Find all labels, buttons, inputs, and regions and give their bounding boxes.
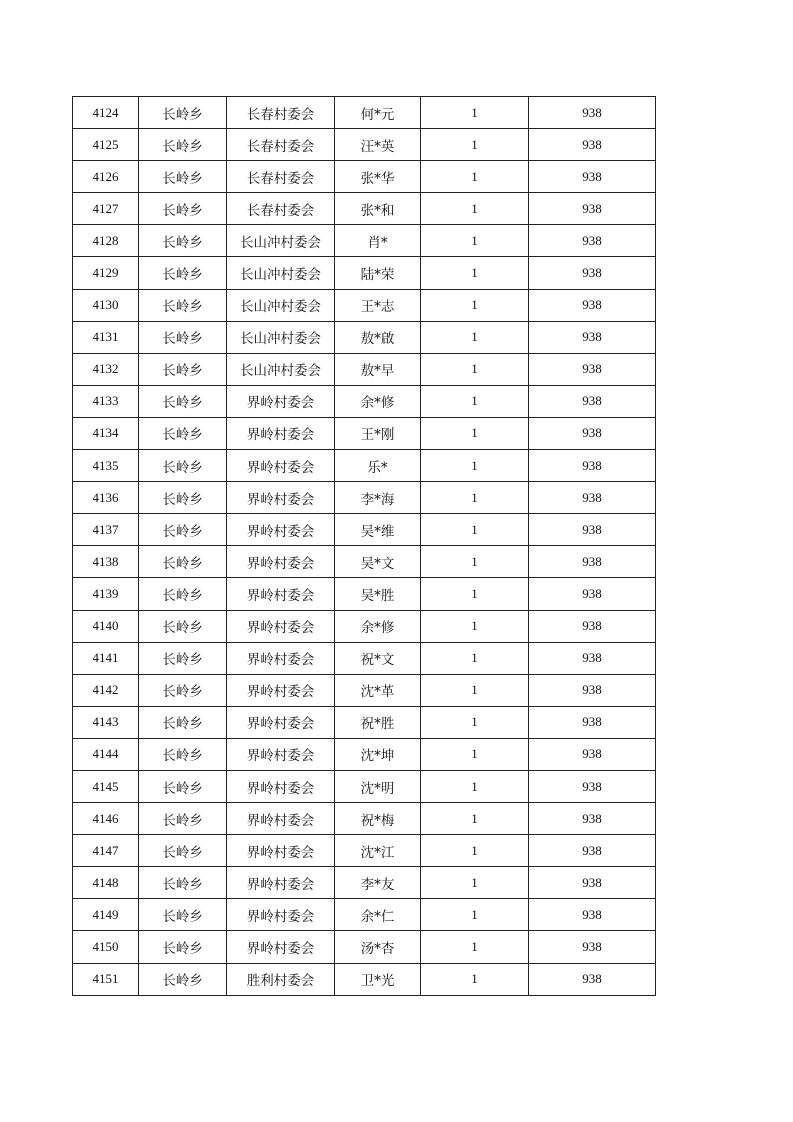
person-name-cell: 沈*坤: [335, 738, 421, 770]
township-cell: 长岭乡: [139, 963, 227, 995]
amount-cell: 938: [529, 578, 656, 610]
person-name-cell: 王*志: [335, 289, 421, 321]
count-cell: 1: [421, 482, 529, 514]
table-row: [73, 931, 656, 963]
village-cell: 界岭村委会: [227, 835, 335, 867]
person-name-cell: 汪*英: [335, 129, 421, 161]
table-row: [73, 514, 656, 546]
row-number-cell: 4149: [73, 899, 139, 931]
person-name-cell: 沈*革: [335, 674, 421, 706]
count-cell: 1: [421, 867, 529, 899]
amount-cell: 938: [529, 546, 656, 578]
row-number-cell: 4129: [73, 257, 139, 289]
row-number-cell: 4143: [73, 706, 139, 738]
amount-cell: 938: [529, 899, 656, 931]
village-cell: 界岭村委会: [227, 385, 335, 417]
township-cell: 长岭乡: [139, 770, 227, 802]
township-cell: 长岭乡: [139, 835, 227, 867]
township-cell: 长岭乡: [139, 899, 227, 931]
village-cell: 界岭村委会: [227, 642, 335, 674]
row-number-cell: 4134: [73, 417, 139, 449]
count-cell: 1: [421, 738, 529, 770]
township-cell: 长岭乡: [139, 803, 227, 835]
count-cell: 1: [421, 514, 529, 546]
person-name-cell: 乐*: [335, 450, 421, 482]
person-name-cell: 卫*光: [335, 963, 421, 995]
township-cell: 长岭乡: [139, 931, 227, 963]
village-cell: 界岭村委会: [227, 931, 335, 963]
person-name-cell: 张*华: [335, 161, 421, 193]
row-number-cell: 4127: [73, 193, 139, 225]
count-cell: 1: [421, 289, 529, 321]
amount-cell: 938: [529, 417, 656, 449]
village-cell: 界岭村委会: [227, 738, 335, 770]
count-cell: 1: [421, 803, 529, 835]
count-cell: 1: [421, 770, 529, 802]
table-row: [73, 225, 656, 257]
table-row: [73, 835, 656, 867]
row-number-cell: 4138: [73, 546, 139, 578]
table-row: [73, 417, 656, 449]
count-cell: 1: [421, 610, 529, 642]
person-name-cell: 吴*维: [335, 514, 421, 546]
person-name-cell: 李*海: [335, 482, 421, 514]
row-number-cell: 4151: [73, 963, 139, 995]
row-number-cell: 4128: [73, 225, 139, 257]
township-cell: 长岭乡: [139, 289, 227, 321]
village-cell: 界岭村委会: [227, 899, 335, 931]
person-name-cell: 祝*胜: [335, 706, 421, 738]
count-cell: 1: [421, 835, 529, 867]
village-cell: 长山冲村委会: [227, 257, 335, 289]
village-cell: 界岭村委会: [227, 417, 335, 449]
amount-cell: 938: [529, 161, 656, 193]
village-cell: 界岭村委会: [227, 770, 335, 802]
village-cell: 长春村委会: [227, 161, 335, 193]
amount-cell: 938: [529, 963, 656, 995]
count-cell: 1: [421, 931, 529, 963]
table-row: [73, 899, 656, 931]
amount-cell: 938: [529, 225, 656, 257]
row-number-cell: 4126: [73, 161, 139, 193]
amount-cell: 938: [529, 482, 656, 514]
village-cell: 长山冲村委会: [227, 289, 335, 321]
row-number-cell: 4142: [73, 674, 139, 706]
person-name-cell: 祝*文: [335, 642, 421, 674]
township-cell: 长岭乡: [139, 161, 227, 193]
count-cell: 1: [421, 257, 529, 289]
person-name-cell: 吴*文: [335, 546, 421, 578]
township-cell: 长岭乡: [139, 738, 227, 770]
count-cell: 1: [421, 642, 529, 674]
village-cell: 界岭村委会: [227, 546, 335, 578]
amount-cell: 938: [529, 738, 656, 770]
count-cell: 1: [421, 578, 529, 610]
amount-cell: 938: [529, 289, 656, 321]
count-cell: 1: [421, 225, 529, 257]
row-number-cell: 4130: [73, 289, 139, 321]
amount-cell: 938: [529, 514, 656, 546]
person-name-cell: 沈*江: [335, 835, 421, 867]
amount-cell: 938: [529, 674, 656, 706]
person-name-cell: 敖*啟: [335, 321, 421, 353]
row-number-cell: 4144: [73, 738, 139, 770]
township-cell: 长岭乡: [139, 129, 227, 161]
table-row: [73, 642, 656, 674]
amount-cell: 938: [529, 706, 656, 738]
amount-cell: 938: [529, 867, 656, 899]
village-cell: 界岭村委会: [227, 610, 335, 642]
table-row: [73, 610, 656, 642]
count-cell: 1: [421, 450, 529, 482]
village-cell: 界岭村委会: [227, 867, 335, 899]
person-name-cell: 敖*早: [335, 353, 421, 385]
person-name-cell: 王*刚: [335, 417, 421, 449]
table-row: [73, 385, 656, 417]
township-cell: 长岭乡: [139, 514, 227, 546]
person-name-cell: 张*和: [335, 193, 421, 225]
village-cell: 界岭村委会: [227, 450, 335, 482]
township-cell: 长岭乡: [139, 385, 227, 417]
person-name-cell: 余*仁: [335, 899, 421, 931]
person-name-cell: 肖*: [335, 225, 421, 257]
person-name-cell: 祝*梅: [335, 803, 421, 835]
village-cell: 界岭村委会: [227, 578, 335, 610]
village-cell: 长春村委会: [227, 129, 335, 161]
township-cell: 长岭乡: [139, 482, 227, 514]
row-number-cell: 4125: [73, 129, 139, 161]
amount-cell: 938: [529, 257, 656, 289]
amount-cell: 938: [529, 97, 656, 129]
table-row: [73, 129, 656, 161]
person-name-cell: 汤*杏: [335, 931, 421, 963]
amount-cell: 938: [529, 385, 656, 417]
village-cell: 界岭村委会: [227, 706, 335, 738]
count-cell: 1: [421, 193, 529, 225]
table-row: [73, 97, 656, 129]
amount-cell: 938: [529, 803, 656, 835]
row-number-cell: 4131: [73, 321, 139, 353]
village-cell: 界岭村委会: [227, 514, 335, 546]
table-row: [73, 193, 656, 225]
count-cell: 1: [421, 97, 529, 129]
township-cell: 长岭乡: [139, 417, 227, 449]
row-number-cell: 4150: [73, 931, 139, 963]
table-row: [73, 578, 656, 610]
township-cell: 长岭乡: [139, 193, 227, 225]
township-cell: 长岭乡: [139, 450, 227, 482]
table-row: [73, 450, 656, 482]
count-cell: 1: [421, 899, 529, 931]
village-cell: 胜利村委会: [227, 963, 335, 995]
amount-cell: 938: [529, 193, 656, 225]
township-cell: 长岭乡: [139, 642, 227, 674]
row-number-cell: 4141: [73, 642, 139, 674]
township-cell: 长岭乡: [139, 578, 227, 610]
village-cell: 长山冲村委会: [227, 321, 335, 353]
village-cell: 界岭村委会: [227, 482, 335, 514]
township-cell: 长岭乡: [139, 97, 227, 129]
row-number-cell: 4146: [73, 803, 139, 835]
count-cell: 1: [421, 353, 529, 385]
table-row: [73, 674, 656, 706]
table-row: [73, 546, 656, 578]
person-name-cell: 沈*明: [335, 770, 421, 802]
village-cell: 长山冲村委会: [227, 225, 335, 257]
township-cell: 长岭乡: [139, 610, 227, 642]
person-name-cell: 何*元: [335, 97, 421, 129]
table-row: [73, 161, 656, 193]
table-row: [73, 867, 656, 899]
amount-cell: 938: [529, 642, 656, 674]
village-cell: 长山冲村委会: [227, 353, 335, 385]
township-cell: 长岭乡: [139, 867, 227, 899]
row-number-cell: 4148: [73, 867, 139, 899]
township-cell: 长岭乡: [139, 321, 227, 353]
row-number-cell: 4137: [73, 514, 139, 546]
township-cell: 长岭乡: [139, 225, 227, 257]
table-row: [73, 738, 656, 770]
row-number-cell: 4147: [73, 835, 139, 867]
person-name-cell: 吴*胜: [335, 578, 421, 610]
table-row: [73, 706, 656, 738]
count-cell: 1: [421, 546, 529, 578]
village-cell: 长春村委会: [227, 97, 335, 129]
count-cell: 1: [421, 385, 529, 417]
row-number-cell: 4139: [73, 578, 139, 610]
amount-cell: 938: [529, 770, 656, 802]
row-number-cell: 4136: [73, 482, 139, 514]
person-name-cell: 陆*荣: [335, 257, 421, 289]
row-number-cell: 4145: [73, 770, 139, 802]
table-body: [73, 97, 656, 996]
row-number-cell: 4133: [73, 385, 139, 417]
person-name-cell: 余*修: [335, 385, 421, 417]
count-cell: 1: [421, 963, 529, 995]
table-row: [73, 257, 656, 289]
table-row: [73, 321, 656, 353]
township-cell: 长岭乡: [139, 546, 227, 578]
count-cell: 1: [421, 417, 529, 449]
table-row: [73, 963, 656, 995]
count-cell: 1: [421, 674, 529, 706]
table-row: [73, 353, 656, 385]
count-cell: 1: [421, 129, 529, 161]
table-row: [73, 770, 656, 802]
amount-cell: 938: [529, 610, 656, 642]
amount-cell: 938: [529, 835, 656, 867]
row-number-cell: 4124: [73, 97, 139, 129]
count-cell: 1: [421, 321, 529, 353]
village-cell: 界岭村委会: [227, 674, 335, 706]
table-row: [73, 289, 656, 321]
row-number-cell: 4132: [73, 353, 139, 385]
person-name-cell: 余*修: [335, 610, 421, 642]
row-number-cell: 4140: [73, 610, 139, 642]
township-cell: 长岭乡: [139, 257, 227, 289]
person-name-cell: 李*友: [335, 867, 421, 899]
township-cell: 长岭乡: [139, 706, 227, 738]
village-cell: 长春村委会: [227, 193, 335, 225]
data-table: [72, 96, 656, 996]
amount-cell: 938: [529, 129, 656, 161]
township-cell: 长岭乡: [139, 353, 227, 385]
table-row: [73, 482, 656, 514]
count-cell: 1: [421, 161, 529, 193]
amount-cell: 938: [529, 931, 656, 963]
count-cell: 1: [421, 706, 529, 738]
village-cell: 界岭村委会: [227, 803, 335, 835]
table-row: [73, 803, 656, 835]
amount-cell: 938: [529, 353, 656, 385]
row-number-cell: 4135: [73, 450, 139, 482]
amount-cell: 938: [529, 321, 656, 353]
amount-cell: 938: [529, 450, 656, 482]
township-cell: 长岭乡: [139, 674, 227, 706]
